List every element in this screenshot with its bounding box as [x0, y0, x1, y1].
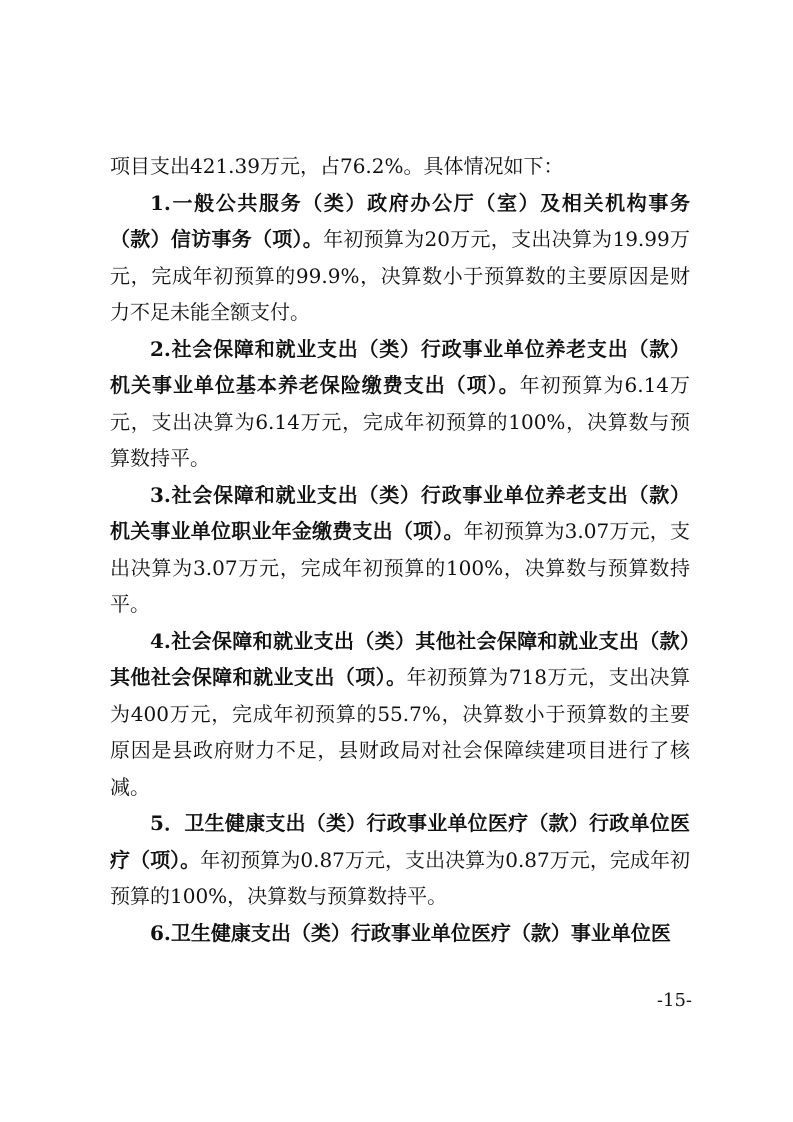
- intro-paragraph: 项目支出421.39万元，占76.2%。具体情况如下：: [110, 154, 564, 178]
- page-number: -15-: [656, 990, 692, 1011]
- item-heading-6: 6.卫生健康支出（类）行政事业单位医疗（款）事业单位医: [150, 920, 671, 945]
- item-body-1: 年初预算为20万元，支出决算为19.99万元，完成年初预算的99.9%，决算数小于预算数的主要原因是财力不足未能全额支付。: [110, 227, 690, 324]
- item-body-3: 年初预算为3.07万元，支出决算为3.07万元，完成年初预算的100%，决算数与预算数持平。: [110, 519, 691, 616]
- item-heading-3: 3.社会保障和就业支出（类）行政事业单位养老支出（款）机关事业单位职业年金缴费支出（项）。: [110, 482, 690, 543]
- item-heading-2: 2.社会保障和就业支出（类）行政事业单位养老支出（款）机关事业单位基本养老保险缴费支出（项）。: [110, 336, 690, 397]
- item-paragraph-5: [110, 805, 690, 915]
- item-paragraph-4: [110, 623, 690, 806]
- item-paragraph-1: [110, 185, 690, 331]
- item-body-4: 年初预算为718万元，支出决算为400万元，完成年初预算的55.7%，决算数小于预算数的主要原因是县政府财力不足，县财政局对社会保障续建项目进行了核减。: [110, 665, 690, 799]
- item-heading-4: 4.社会保障和就业支出（类）其他社会保障和就业支出（款）其他社会保障和就业支出（项）。: [110, 628, 690, 689]
- item-paragraph-2: [110, 331, 690, 477]
- item-body-5: 年初预算为0.87万元，支出决算为0.87万元，完成年初预算的100%，决算数与预算数持平。: [110, 847, 691, 908]
- item-heading-5: 5．卫生健康支出（类）行政事业单位医疗（款）行政单位医疗（项）。: [110, 811, 690, 872]
- document-body: [110, 148, 690, 951]
- item-paragraph-3: [110, 477, 690, 623]
- item-paragraph-6: [110, 915, 690, 952]
- item-body-2: 年初预算为6.14万元，支出决算为6.14万元，完成年初预算的100%，决算数与预算数持平。: [110, 373, 691, 470]
- item-heading-1: 1.一般公共服务（类）政府办公厅（室）及相关机构事务（款）信访事务（项）。: [110, 190, 690, 251]
